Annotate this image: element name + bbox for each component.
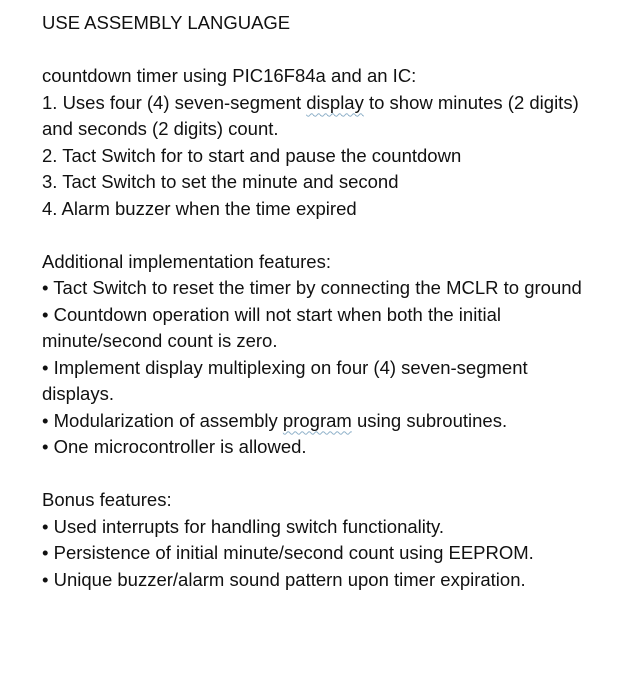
additional-item: • Tact Switch to reset the timer by connecting the MCLR to ground — [42, 277, 582, 298]
spellcheck-underlined-word: display — [306, 91, 364, 113]
intro-line: countdown timer using PIC16F84a and an IC: — [42, 65, 417, 86]
additional-heading: Additional implementation features: — [42, 250, 331, 272]
bonus-item: • Persistence of initial minute/second count using EEPROM. — [42, 542, 534, 563]
additional-item: • Implement display multiplexing on four (4) seven-segment displays. — [42, 356, 528, 404]
spacer — [42, 222, 602, 249]
document-body — [42, 10, 602, 593]
bonus-heading: Bonus features: — [42, 489, 172, 510]
spellcheck-underlined-word: program — [282, 409, 352, 431]
requirement-item: 2. Tact Switch for to start and pause the countdown — [42, 144, 462, 166]
requirement-item: 4. Alarm buzzer when the time expired — [42, 197, 357, 219]
page-title: USE ASSEMBLY LANGUAGE — [42, 12, 291, 33]
additional-item: • Countdown operation will not start when both the initial minute/second count is zero. — [42, 303, 501, 351]
spacer — [42, 37, 602, 64]
additional-item: • One microcontroller is allowed. — [42, 436, 307, 457]
spacer — [42, 461, 602, 488]
bonus-item: • Used interrupts for handling switch functionality. — [42, 515, 445, 537]
additional-item: • Modularization of assembly program using subroutines. — [42, 409, 508, 431]
requirement-item: 3. Tact Switch to set the minute and second — [42, 171, 399, 192]
bonus-item: • Unique buzzer/alarm sound pattern upon timer expiration. — [42, 568, 526, 590]
requirement-item: 1. Uses four (4) seven-segment display to show minutes (2 digits) and seconds (2 digits) count. — [42, 91, 579, 139]
